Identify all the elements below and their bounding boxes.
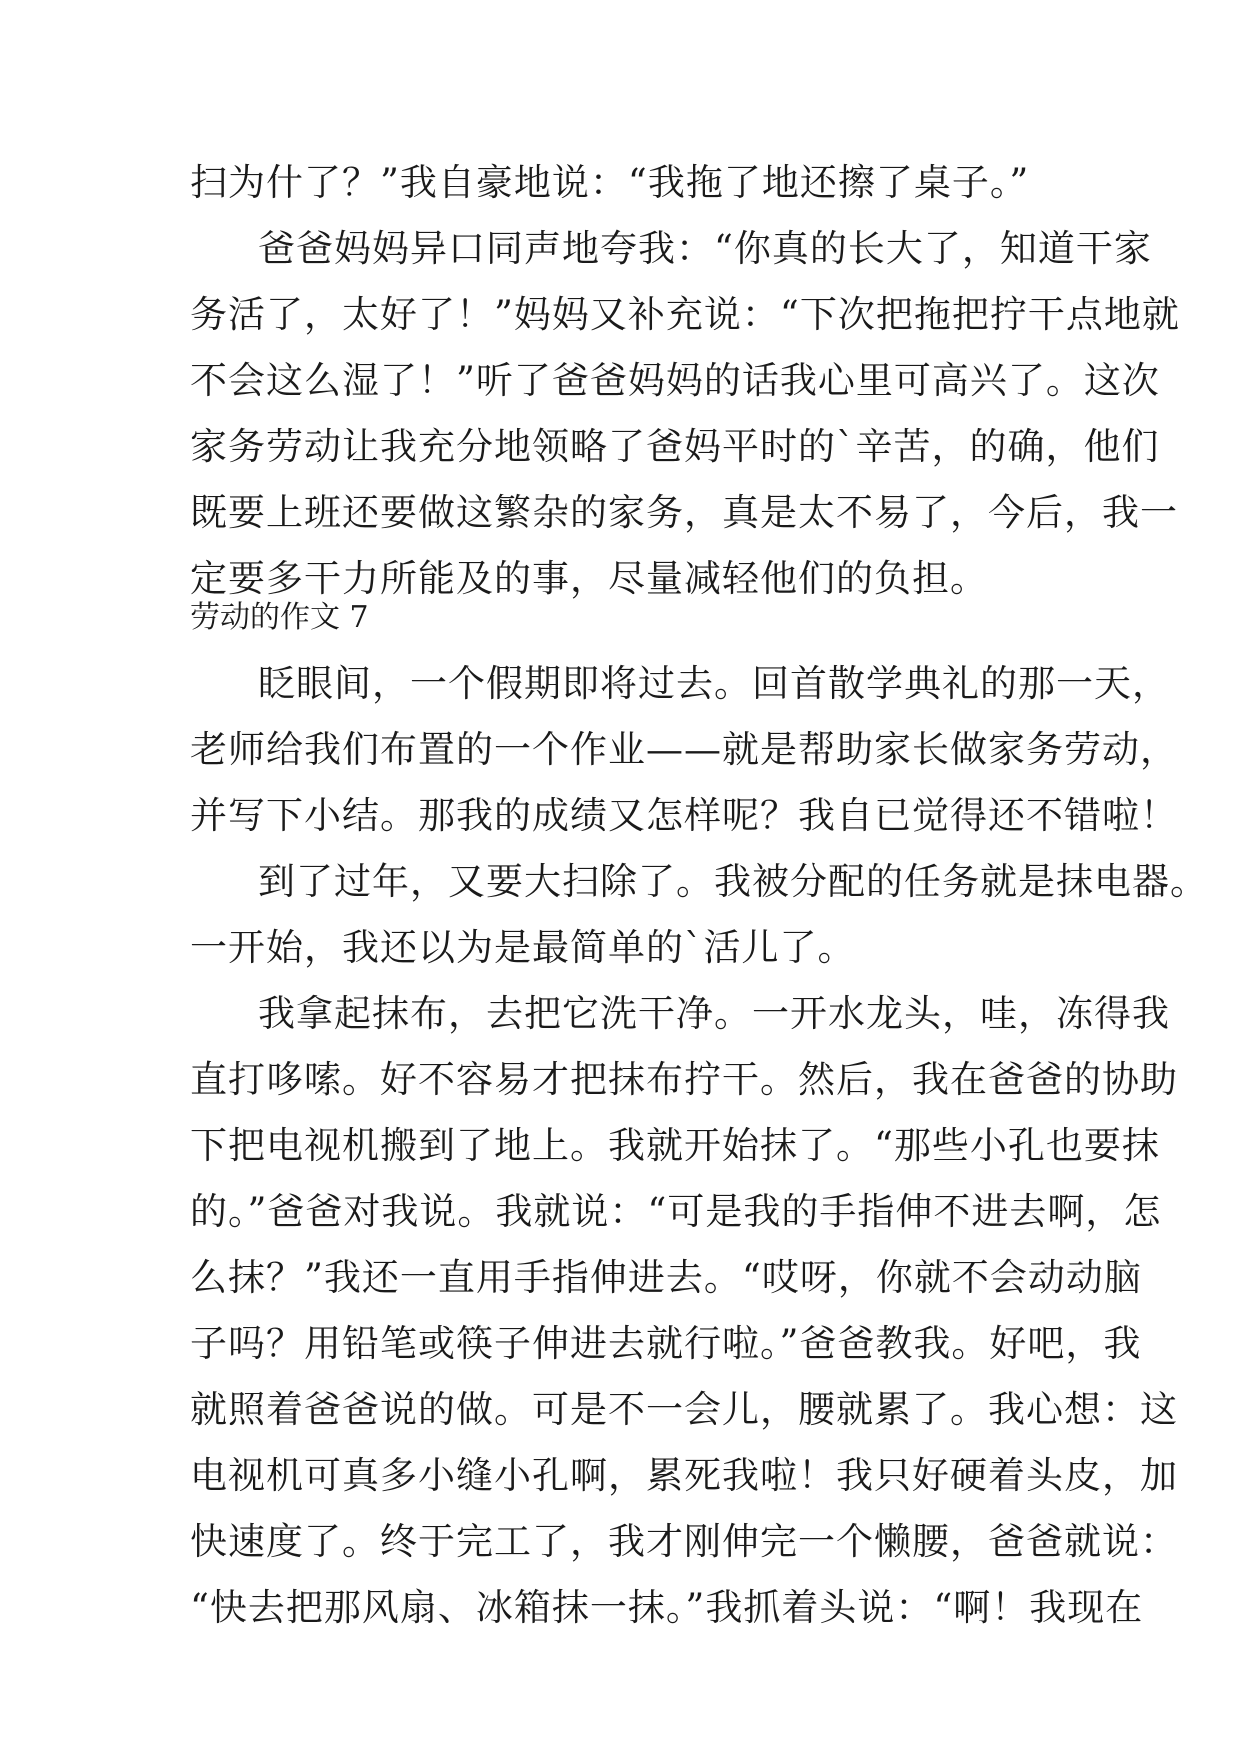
paragraph-line: 既要上班还要做这繁杂的家务，真是太不易了，今后，我一 [190,491,1178,534]
paragraph-line: 一开始，我还以为是最简单的`活儿了。 [190,926,856,969]
essay-section-7 [190,585,1208,1641]
paragraph-line: 下把电视机搬到了地上。我就开始抹了。“那些小孔也要抹 [190,1124,1160,1167]
paragraph-line: 的。”爸爸对我说。我就说：“可是我的手指伸不进去啊，怎 [190,1190,1162,1233]
paragraph-line: 快速度了。终于完工了，我才刚伸完一个懒腰，爸爸就说： [190,1520,1178,1563]
paragraph-line: “快去把那风扇、冰箱抹一抹。”我抓着头说：“啊！我现在 [190,1586,1144,1629]
paragraph-line: 么抹？”我还一直用手指伸进去。“哎呀，你就不会动动脑 [190,1256,1142,1299]
paragraph-line: 就照着爸爸说的做。可是不一会儿，腰就累了。我心想：这 [190,1388,1178,1431]
paragraph-line: 不会这么湿了！”听了爸爸妈妈的话我心里可高兴了。这次 [190,359,1160,402]
paragraph-line: 电视机可真多小缝小孔啊，累死我啦！我只好硬着头皮，加 [190,1454,1178,1497]
paragraph-line: 到了过年，又要大扫除了。我被分配的任务就是抹电器。 [258,860,1208,903]
essay-section-previous [190,150,1180,612]
paragraph-line: 直打哆嗦。好不容易才把抹布拧干。然后，我在爸爸的协助 [190,1058,1178,1101]
paragraph-line: 爸爸妈妈异口同声地夸我：“你真的长大了，知道干家 [258,227,1152,270]
paragraph-line: 我拿起抹布，去把它洗干净。一开水龙头，哇，冻得我 [258,992,1170,1035]
paragraph-line: 眨眼间，一个假期即将过去。回首散学典礼的那一天， [258,662,1170,705]
paragraph-line: 扫为什了？”我自豪地说：“我拖了地还擦了桌子。” [190,161,1030,204]
section-heading: 劳动的作文 7 [190,600,369,635]
paragraph-line: 定要多干力所能及的事，尽量减轻他们的负担。 [190,557,988,600]
paragraph-line: 并写下小结。那我的成绩又怎样呢？我自已觉得还不错啦！ [190,794,1178,837]
paragraph-line: 务活了，太好了！”妈妈又补充说：“下次把拖把拧干点地就 [190,293,1180,336]
paragraph-line: 子吗？用铅笔或筷子伸进去就行啦。”爸爸教我。好吧，我 [190,1322,1142,1365]
paragraph-line: 老师给我们布置的一个作业——就是帮助家长做家务劳动， [190,728,1178,771]
paragraph-line: 家务劳动让我充分地领略了爸妈平时的`辛苦，的确，他们 [190,425,1160,468]
